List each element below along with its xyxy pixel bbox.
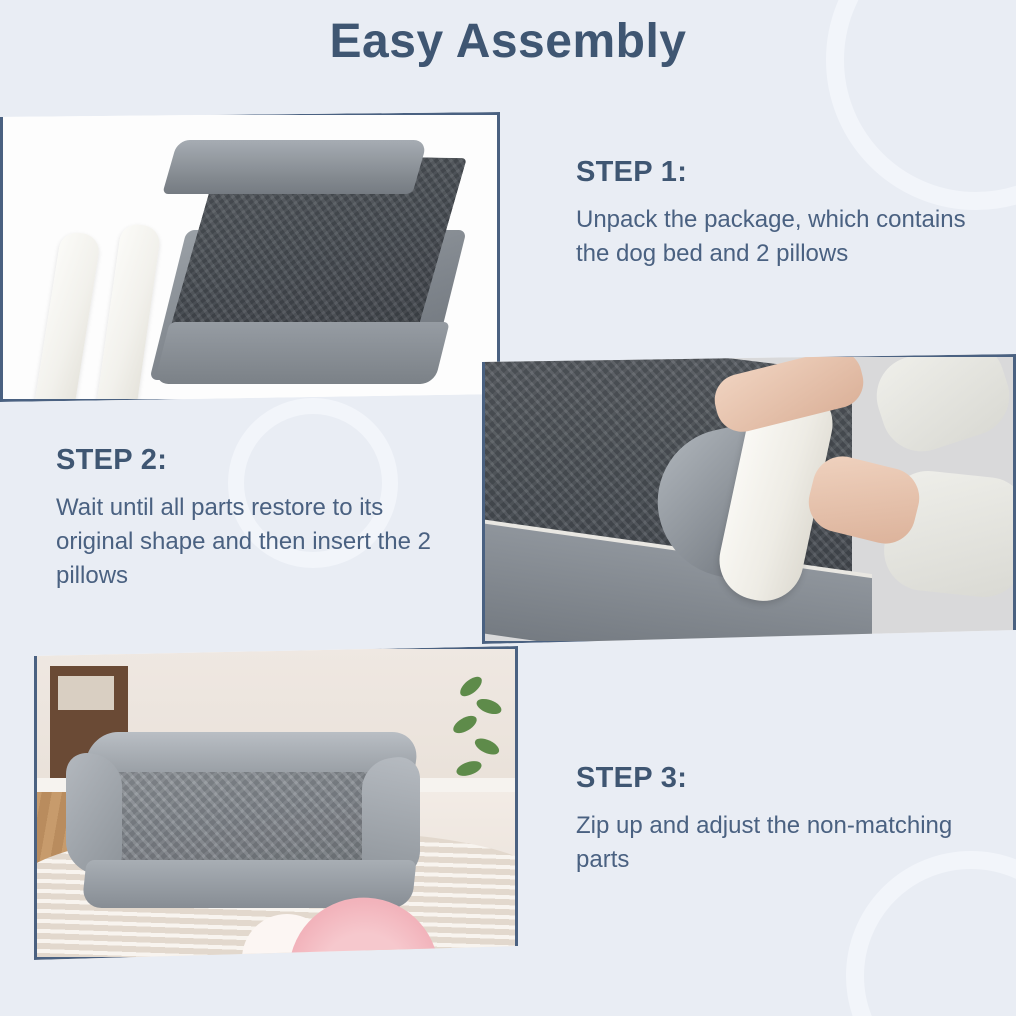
step-2-body: Wait until all parts restore to its original shape and then insert the 2 pillows — [56, 494, 431, 590]
photo-assembled-bed-in-room — [34, 646, 518, 960]
step-3-body: Zip up and adjust the non-matching parts — [576, 812, 953, 874]
photo2-frame-border — [482, 354, 1016, 644]
step-3-heading: STEP 3: — [576, 762, 688, 794]
photo-unpacked-bed-and-pillows — [0, 112, 500, 402]
step-1-block — [576, 156, 986, 271]
step-3-block — [576, 762, 976, 877]
step-2-heading: STEP 2: — [56, 444, 168, 476]
photo1-frame-border — [0, 112, 500, 402]
photo-inserting-foam-pillow — [482, 354, 1016, 644]
page-title: Easy Assembly — [329, 15, 687, 68]
photo3-frame-border — [34, 646, 518, 960]
step-1-heading: STEP 1: — [576, 156, 688, 188]
step-1-body: Unpack the package, which contains the dog bed and 2 pillows — [576, 206, 966, 268]
step-2-block — [56, 444, 456, 593]
